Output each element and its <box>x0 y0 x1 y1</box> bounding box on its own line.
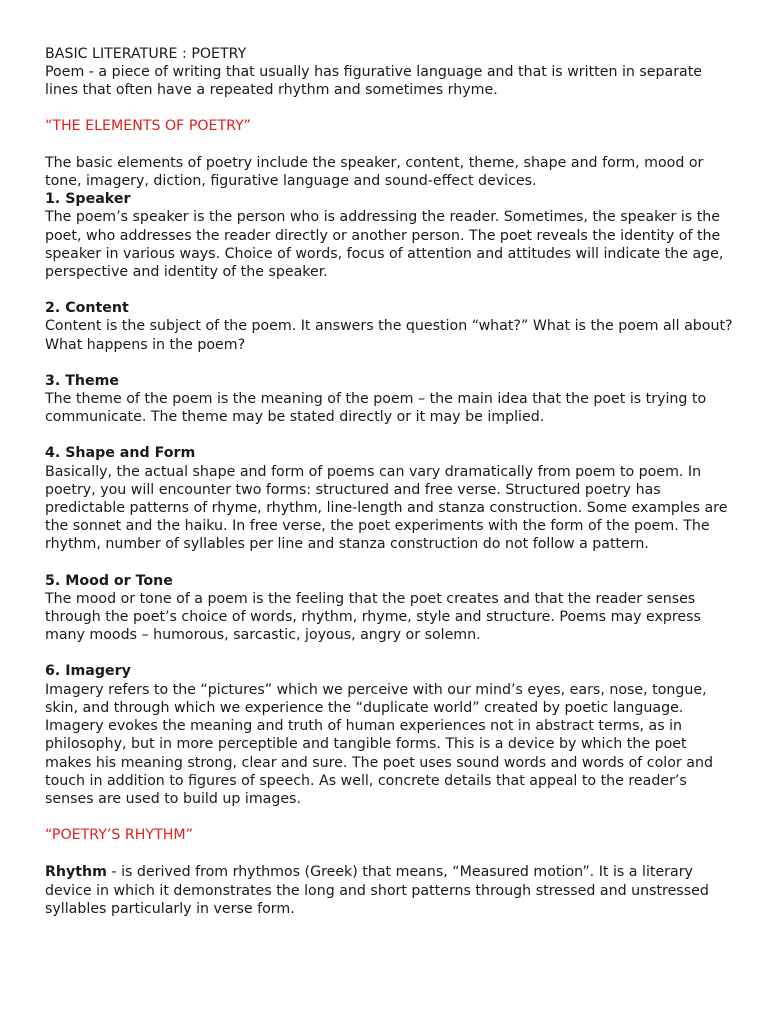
rhythm-paragraph <box>45 863 735 918</box>
elements-heading: “THE ELEMENTS OF POETRY” <box>45 117 251 134</box>
section-body-imagery: Imagery refers to the “pictures” which we perceive with our mind’s eyes, ears, nose, tongue, skin, and through which we experience the “duplicate world” created by poetic language. Imagery evokes the meaning and truth of human experiences not in abstract terms, as in philosophy, but in more perceptible and tangible forms. This is a device by which the poet makes his meaning strong, clear and sure. The poet uses sound words and words of color and touch in addition to figures of speech. As well, concrete details that appeal to the reader’s senses are used to build up images. <box>45 681 713 807</box>
section-heading-speaker: 1. Speaker <box>45 191 131 208</box>
document-title: BASIC LITERATURE : POETRY <box>45 46 247 62</box>
elements-intro: The basic elements of poetry include the speaker, content, theme, shape and form, mood or tone, imagery, diction, figurative language and sound-effect devices. <box>45 154 704 190</box>
section-heading-content: 2. Content <box>45 300 129 317</box>
section-heading-shape-form: 4. Shape and Form <box>45 445 196 462</box>
rhythm-definition: - is derived from rhythmos (Greek) that means, “Measured motion”. It is a literary device in which it demonstrates the long and short patterns through stressed and unstressed syllables particularly in verse form. <box>45 864 709 917</box>
document-page <box>45 45 735 918</box>
section-body-theme: The theme of the poem is the meaning of the poem – the main idea that the poet is trying to communicate. The theme may be stated directly or it may be implied. <box>45 391 707 426</box>
rhythm-term: Rhythm <box>45 864 107 881</box>
section-heading-theme: 3. Theme <box>45 372 120 389</box>
section-body-mood-tone: The mood or tone of a poem is the feeling that the poet creates and that the reader senses through the poet’s choice of words, rhythm, rhyme, style and structure. Poems may express many moods – humorous, sarcastic, joyous, angry or solemn. <box>45 590 701 644</box>
section-heading-mood-tone: 5. Mood or Tone <box>45 572 173 589</box>
section-heading-imagery: 6. Imagery <box>45 663 131 680</box>
poem-definition: Poem - a piece of writing that usually has figurative language and that is written in separate lines that often have a repeated rhythm and sometimes rhyme. <box>45 64 703 99</box>
section-body-content: Content is the subject of the poem. It answers the question “what?” What is the poem all about? What happens in the poem? <box>45 318 733 353</box>
section-body-speaker: The poem’s speaker is the person who is addressing the reader. Sometimes, the speaker is the poet, who addresses the reader directly or another person. The poet reveals the identity of the speaker in various ways. Choice of words, focus of attention and attitudes will indicate the age, perspective and identity of the speaker. <box>45 209 724 281</box>
section-body-shape-form: Basically, the actual shape and form of poems can vary dramatically from poem to poem. In poetry, you will encounter two forms: structured and free verse. Structured poetry has predictable patterns of rhyme, rhythm, line-length and stanza construction. Some examples are the sonnet and the haiku. In free verse, the poet experiments with the form of the poem. The rhythm, number of syllables per line and stanza construction do not follow a pattern. <box>45 463 728 553</box>
rhythm-heading: “POETRY’S RHYTHM” <box>45 827 194 844</box>
